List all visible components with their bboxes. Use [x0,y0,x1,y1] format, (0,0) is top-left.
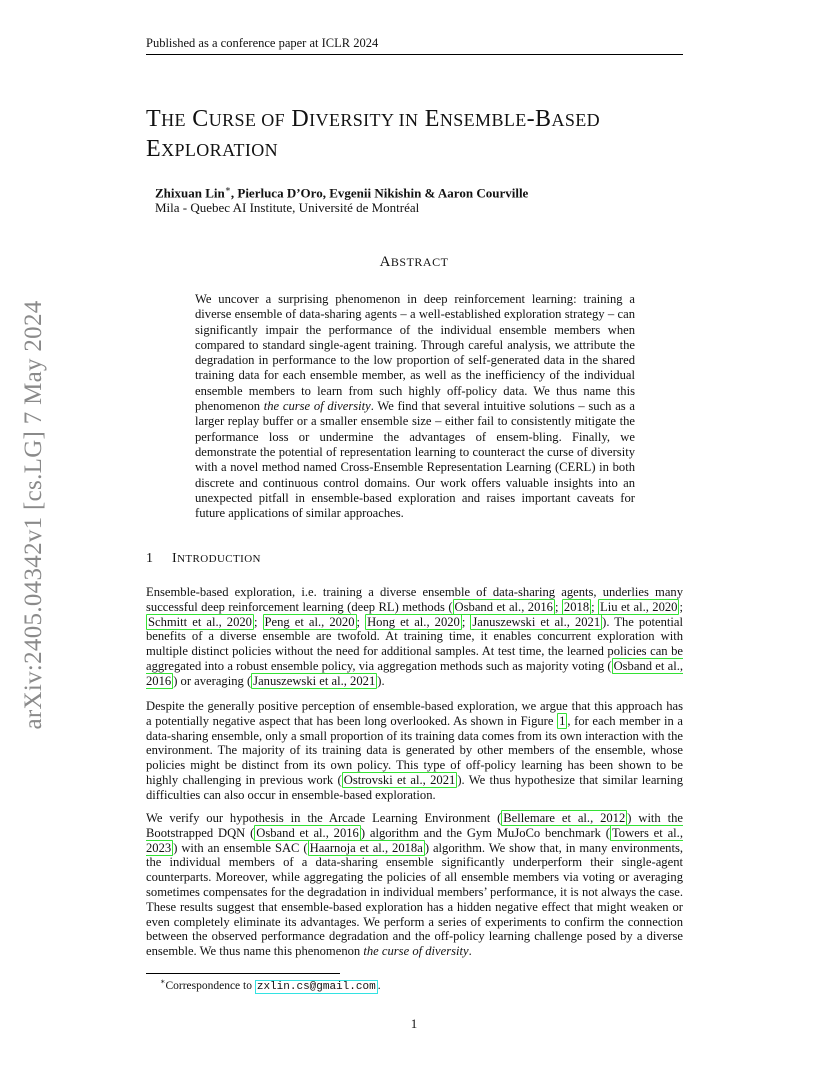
citation-link[interactable]: Hong et al., 2020 [367,614,460,629]
footnote-mark: ∗ [224,184,231,194]
citation-link[interactable]: Liu et al., 2020 [600,599,678,614]
affiliation: Mila - Quebec AI Institute, Université de Montréal [155,200,420,215]
footnote: ∗Correspondence to zxlin.cs@gmail.com . [160,977,381,993]
citation-link[interactable]: Osband et al., 2016 [454,599,553,614]
citation-link[interactable]: Peng et al., 2020 [264,614,355,629]
author-list: Zhixuan Lin∗, Pierluca D’Oro, Evgenii Nikishin & Aaron Courville [155,184,529,201]
email-link[interactable]: zxlin.cs@gmail.com [256,980,376,993]
footnote-rule [146,973,340,974]
citation-link[interactable]: 2018 [563,599,590,614]
paper-title: THE CURSE OF DIVERSITY IN ENSEMBLE-BASED EXPLORATION [146,106,601,162]
intro-paragraph-2: Despite the generally positive perception of ensemble-based exploration, we argue that this approach has a potentially negative aspect that has been long overlooked. As shown in Figure 1 , for each member in a data-sharing ensemble, only a small proportion of its training data comes from its own interaction with the environment. The majority of its training data is generated by other members of the ensemble, whose policies might be distinct from its own policy. This type of off-policy learning has been shown to be highly challenging in previous work ( Ostrovski et al., 2021 ). We thus hypothesize that similar learning difficulties can also occur in ensemble-based exploration. [146,699,684,802]
citation-link[interactable]: Januszewski et al., 2021 [253,673,376,688]
intro-paragraph-3: We verify our hypothesis in the Arcade Learning Environment ( Bellemare et al., 2012 ) with the Bootstrapped DQN ( Osband et al., 2016 ) algorithm and the Gym MuJoCo benchmark ( Towers et al., 2023 ) with an ensemble SAC ( Haarnoja et al., 2018a ) algorithm. We show that, in many environments, the individual members of a data-sharing ensemble significantly underperform their single-agent counterparts. Moreover, while aggregating the policies of all ensemble members via voting or averaging sometimes compensates for the degradation in individual members’ performance, it is not always the case. These results suggest that ensemble-based exploration has a hidden negative effect that might weaken or even completely eliminate its advantages. We perform a series of experiments to confirm the connection between the observed performance degradation and the off-policy learning challenge posed by a diverse ensemble. We thus name this phenomenon the curse of diversity. [146,811,684,959]
arxiv-id: arXiv:2405.04342v1 [cs.LG] 7 May 2024 [20,300,47,730]
figure-ref-link[interactable]: 1 [559,713,566,728]
abstract-heading: ABSTRACT [379,254,449,270]
citation-link[interactable]: Towers et al., 2023 [146,825,683,855]
intro-paragraph-1: Ensemble-based exploration, i.e. training a diverse ensemble of data-sharing agents, underlies many successful deep reinforcement learning (deep RL) methods ( Osband et al., 2016 ; 2018 ; Liu et al., 2020 ; Schmitt et al., 2020 ; Peng et al., 2020 ; Hong et al., 2020 ; Januszewski et al., 2021 ). The potential benefits of a diverse ensemble are twofold. At training time, it enables concurrent exploration with multiple distinct policies without the need for additional samples. At test time, the learned policies can be aggregated into a robust ensemble policy, via aggregation methods such as majority voting ( Osband et al., 2016 ) or averaging ( Januszewski et al., 2021 ). [146,585,683,688]
citation-link[interactable]: Bellemare et al., 2012 [503,811,626,825]
running-header: Published as a conference paper at ICLR 2024 [146,36,683,55]
citation-link[interactable]: Januszewski et al., 2021 [472,614,601,629]
citation-link[interactable]: Ostrovski et al., 2021 [343,772,456,787]
citation-link[interactable]: Osband et al., 2016 [146,658,683,688]
citation-link[interactable]: Haarnoja et al., 2018a [309,840,423,855]
citation-link[interactable]: Osband et al., 2016 [256,825,359,840]
page-number: 1 [410,1016,418,1031]
arxiv-stamp [14,285,54,745]
section-heading-introduction: 1 INTRODUCTION [146,551,261,566]
citation-link[interactable]: Schmitt et al., 2020 [148,614,252,629]
abstract-text: We uncover a surprising phenomenon in deep reinforcement learning: training a diverse ensemble of data-sharing agents – a well-established exploration strategy – can significantly impair the performance of the individual ensemble members when compared to standard single-agent training. Through careful analysis, we attribute the degradation in performance to the low proportion of self-generated data in the shared training data for each ensemble member, as well as the inefficiency of the individual ensemble members to learn from such highly off-policy data. We thus name this phenomenon the curse of diversity. We find that several intuitive solutions – such as a larger replay buffer or a smaller ensemble size – either fail to consistently mitigate the performance loss or undermine the advantages of ensem-bling. Finally, we demonstrate the potential of representation learning to counteract the curse of diversity with a novel method named Cross-Ensemble Representation Learning (CERL) in both discrete and continuous control domains. Our work offers valuable insights into an unexpected pitfall in ensemble-based exploration and raises important caveats for future applications of similar approaches. [195,292,635,521]
